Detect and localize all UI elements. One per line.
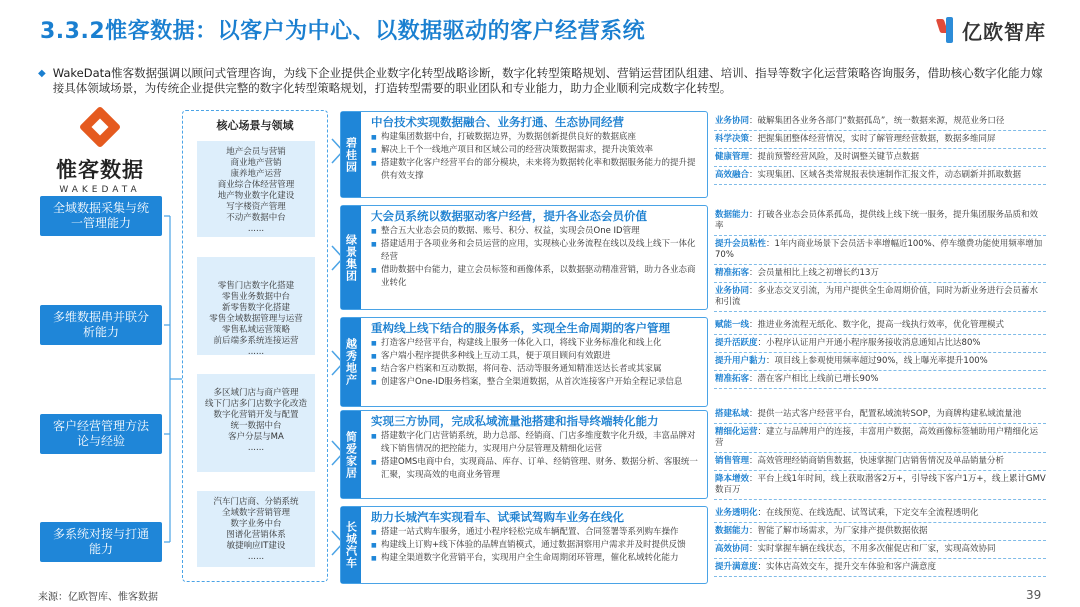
scenario-box-auto: [197, 491, 315, 567]
scenario-item: 零售私域运营策略: [221, 325, 290, 335]
case-bullet: ■ 搭建适用于各项业务和会员运营的应用，实现核心业务流程在线以及线上线下一体化经营: [371, 238, 699, 264]
outcome-item: 赋能一线：推进业务流程无纸化、数字化，提高一线执行效率，优化管理模式: [714, 317, 1046, 335]
brand-name: 亿欧智库: [962, 20, 1046, 44]
page-title: 3.3.2惟客数据：以客户为中心、以数据驱动的客户经营系统: [40, 19, 646, 44]
scenario-item: ......: [247, 347, 265, 357]
case-bullet: ■ 搭建OMS电商中台，实现商品、库存、订单、经销管理、财务、数据分析、客服统一汇聚，实现高效的电商业务管理: [371, 456, 699, 482]
scenario-item: 全域数字营销管理: [221, 508, 290, 518]
outcome-item: 业务透明化：在线预览、在线选配、试驾试乘，下定交车全流程透明化: [714, 505, 1046, 523]
outcome-value: 在线预览、在线选配、试驾试乘，下定交车全流程透明化: [766, 508, 979, 518]
outcome-list: [714, 113, 1046, 185]
case-bullet: ■ 整合五大业态会员的数据、账号、积分、权益，实现会员One ID管理: [371, 225, 699, 238]
outcome-list: [714, 505, 1046, 577]
scenario-item: ......: [247, 224, 265, 234]
scenario-item: 多区域门店与商户管理: [213, 388, 299, 398]
case-section-biguiyuan: [340, 111, 708, 198]
outcome-value: 打破各业态会员体系孤岛，提供线上线下统一服务，提升集团服务品质和效率: [715, 210, 1039, 231]
capability-box: 客户经营管理方法论与经验: [40, 414, 162, 454]
outcome-list: [714, 317, 1046, 389]
scenario-box-stores: [197, 374, 315, 472]
outcome-item: 精准拓客：会员量相比上线之初增长约13万: [714, 265, 1046, 283]
outcome-item: 健康管理：提前预警经营风险，及时调整关键节点数据: [714, 149, 1046, 167]
scenario-item: 敏捷响应IT建设: [226, 541, 286, 551]
scenario-item: 客户分层与MA: [228, 432, 284, 442]
source-note: 来源：亿欧智库、惟客数据: [38, 592, 158, 603]
outcome-key: 科学决策: [715, 134, 750, 144]
outcome-value: 平台上线1年时间，线上获取潜客2万+，引导线下客户1万+，线上累计GMV数百万: [715, 474, 1046, 495]
outcome-item: 精准拓客：潜在客户相比上线前已增长90%: [714, 371, 1046, 389]
case-section-greatwall: [340, 506, 708, 584]
scenario-item: 统一数据中台: [230, 421, 282, 431]
outcome-value: 把握集团整体经营情况，实时了解管理经营数据，数据多维同屏: [757, 134, 996, 144]
scenario-item: 汽车门店商、分销系统: [213, 497, 299, 507]
scenario-item: 写字楼资产管理: [226, 202, 286, 212]
case-heading: 大会员系统以数据驱动客户经营，提升各业态会员价值: [371, 209, 647, 223]
scenario-item: 零售业务数据中台: [221, 292, 290, 302]
outcome-value: 提前预警经营风险，及时调整关键节点数据: [757, 152, 920, 162]
outcome-key: 数据能力: [715, 526, 750, 536]
scenario-item: 数字化营销开发与配置: [213, 410, 299, 420]
outcome-item: 提升用户黏力：项目线上参观使用频率超过90%，线上曝光率提升100%: [714, 353, 1046, 371]
outcome-key: 业务协同: [715, 286, 750, 296]
scenario-item: 地产物业数字化建设: [217, 191, 295, 201]
outcome-key: 精细化运营: [715, 427, 758, 437]
wakedata-logo: [50, 106, 150, 195]
scenario-item: 线下门店多门店数字化改造: [204, 399, 307, 409]
outcome-item: 业务协同：破解集团各业务各部门“数据孤岛”，统一数据来源，规范业务口径: [714, 113, 1046, 131]
outcome-key: 降本增效: [715, 474, 750, 484]
outcome-item: 销售管理：高效管理经销商销售数据，快速掌握门店销售情况及单品销量分析: [714, 453, 1046, 471]
intro-paragraph: [38, 66, 1048, 95]
outcome-key: 业务协同: [715, 116, 750, 126]
outcome-value: 推进业务流程无纸化、数字化，提高一线执行效率，优化管理模式: [757, 320, 1005, 330]
outcome-key: 高效融合: [715, 170, 750, 180]
scenario-item: 地产会员与营销: [226, 147, 286, 157]
outcome-key: 搭建私域: [715, 409, 750, 419]
outcome-item: 高效协同：实时掌握车辆在线状态，不用多次催促店和厂家，实现高效协同: [714, 541, 1046, 559]
outcome-key: 销售管理: [715, 456, 750, 466]
outcome-item: 数据能力：打破各业态会员体系孤岛，提供线上线下统一服务，提升集团服务品质和效率: [714, 207, 1046, 236]
bracket-connector: [162, 130, 184, 570]
case-section-jianai: [340, 410, 708, 499]
capability-box: 多系统对接与打通能力: [40, 522, 162, 562]
brand-logo: [938, 16, 1046, 45]
scenario-item: 图谱化营销体系: [226, 530, 286, 540]
case-heading: 助力长城汽车实现看车、试乘试驾购车业务在线化: [371, 510, 624, 524]
scenario-item: 商业综合体经营管理: [217, 180, 295, 190]
outcome-value: 提供一站式客户经营平台，配置私域流转SOP，为商牌构建私域流量池: [757, 409, 1022, 419]
outcome-value: 小程序认证用户开通小程序服务接收消息通知占比达80%: [766, 338, 981, 348]
case-bullet: ■ 构建集团数据中台，打破数据边界，为数据创新提供良好的数据底座: [371, 131, 699, 144]
case-section-lvjing: [340, 205, 708, 310]
scenario-item: ......: [247, 443, 265, 453]
diamond-bullet-icon: ◆: [38, 68, 46, 79]
outcome-item: 提升满意度：实体店高效交车，提升交车体验和客户满意度: [714, 559, 1046, 577]
outcome-item: 科学决策：把握集团整体经营情况，实时了解管理经营数据，数据多维同屏: [714, 131, 1046, 149]
outcome-list: [714, 207, 1046, 312]
outcome-item: 数据能力：智能了解市场需求，为厂家排产提供数据依据: [714, 523, 1046, 541]
core-scenarios-panel: [182, 110, 328, 582]
outcome-value: 破解集团各业务各部门“数据孤岛”，统一数据来源，规范业务口径: [757, 116, 1005, 126]
intro-text: WakeData惟客数据强调以顾问式管理咨询，为线下企业提供企业数字化转型战略诊断，数字化转型策略规划、营销运营团队组建、培训、指导等数字化运营策略咨询服务，借助核心数字化能力嫁接具体领域场景，为传统企业提供完整的数字化转型策略规划，打造转型需要的职业团队和专业能力，助力企业顺利完成数字化转型。: [52, 66, 1043, 95]
outcome-key: 精准拓客: [715, 374, 750, 384]
outcome-key: 健康管理: [715, 152, 750, 162]
outcome-value: 实时掌握车辆在线状态，不用多次催促店和厂家，实现高效协同: [757, 544, 996, 554]
scenario-item: ......: [247, 552, 265, 562]
case-company-label: 碧桂园: [341, 112, 361, 197]
case-bullet: ■ 搭建数字化门店营销系统，助力总部、经销商、门店多维度数字化升级，丰富品牌对线下销售情况的把控能力，实现用户分层管理及精细化运营: [371, 430, 699, 456]
wakedata-name-en: WAKEDATA: [59, 185, 141, 195]
scenario-item: 前后端多系统连接运营: [213, 336, 299, 346]
wakedata-name-cn: 惟客数据: [56, 158, 144, 182]
case-heading: 实现三方协同，完成私域流量池搭建和指导终端转化能力: [371, 414, 659, 428]
outcome-key: 高效协同: [715, 544, 750, 554]
case-company-label: 越秀地产: [341, 318, 361, 406]
scenario-item: 零售门店数字化搭建: [217, 281, 295, 291]
outcome-item: 精细化运营：建立与品牌用户的连接，丰富用户数据，高效画像标签辅助用户精细化运营: [714, 424, 1046, 453]
outcome-value: 潜在客户相比上线前已增长90%: [757, 374, 879, 384]
outcome-item: 提升会员粘性：1年内商业场景下会员活卡率增幅近100%、停车缴费功能使用频率增加70%: [714, 236, 1046, 265]
case-bullet: ■ 打造客户经营平台，构建线上服务一体化入口，将线下业务标准化和线上化: [371, 337, 699, 350]
core-title: 核心场景与领域: [216, 119, 294, 132]
capability-box: 多维数据串并联分析能力: [40, 305, 162, 345]
outcome-key: 提升活跃度: [715, 338, 758, 348]
case-company-label: 长城汽车: [341, 507, 361, 583]
scenario-item: 零售全域数据管理与运营: [209, 314, 303, 324]
outcome-value: 实体店高效交车，提升交车体验和客户满意度: [766, 562, 937, 572]
scenario-box-retail: [197, 257, 315, 355]
case-section-yuexiu: [340, 317, 708, 407]
scenario-item: 康养地产运营: [230, 169, 282, 179]
case-bullet: ■ 借助数据中台能力，建立会员标签和画像体系，以数据驱动精准营销，助力各业态商业转化: [371, 264, 699, 290]
case-bullet: ■ 搭建一站式购车服务，通过小程序轻松完成车辆配置、合同签署等系列购车操作: [371, 526, 699, 539]
case-bullet: ■ 构建线上订购+线下体验的品牌直销模式，通过数据洞察用户需求并及时提供反馈: [371, 539, 699, 552]
case-heading: 中台技术实现数据融合、业务打通、生态协同经营: [371, 115, 624, 129]
case-heading: 重构线上线下结合的服务体系，实现全生命周期的客户管理: [371, 321, 670, 335]
outcome-value: 1年内商业场景下会员活卡率增幅近100%、停车缴费功能使用频率增加70%: [715, 239, 1043, 260]
outcome-value: 多业态交叉引流，为用户提供全生命周期价值，同时为新业务进行会员蓄水和引流: [715, 286, 1039, 307]
outcome-item: 降本增效：平台上线1年时间，线上获取潜客2万+，引导线下客户1万+，线上累计GMV数百万: [714, 471, 1046, 500]
outcome-key: 提升满意度: [715, 562, 758, 572]
outcome-item: 高效融合：实现集团、区域各类常规报表快速制作汇报文件，动态刷新并抓取数据: [714, 167, 1046, 185]
scenario-item: 商业地产营销: [230, 158, 282, 168]
wakedata-logo-icon: [77, 106, 123, 150]
outcome-value: 会员量相比上线之初增长约13万: [757, 268, 879, 278]
outcome-value: 智能了解市场需求，为厂家排产提供数据依据: [757, 526, 928, 536]
outcome-key: 业务透明化: [715, 508, 758, 518]
case-bullet: ■ 解决上千个一线地产项目和区域公司的经营决策数据需求，提升决策效率: [371, 144, 699, 157]
scenario-item: 新零售数字化搭建: [221, 303, 290, 313]
page-number: 39: [1026, 588, 1042, 602]
outcome-value: 高效管理经销商销售数据，快速掌握门店销售情况及单品销量分析: [757, 456, 1005, 466]
outcome-key: 提升用户黏力: [715, 356, 767, 366]
outcome-item: 业务协同：多业态交叉引流，为用户提供全生命周期价值，同时为新业务进行会员蓄水和引流: [714, 283, 1046, 312]
outcome-value: 建立与品牌用户的连接，丰富用户数据，高效画像标签辅助用户精细化运营: [715, 427, 1039, 448]
outcome-key: 数据能力: [715, 210, 750, 220]
outcome-item: 提升活跃度：小程序认证用户开通小程序服务接收消息通知占比达80%: [714, 335, 1046, 353]
capability-box: 全域数据采集与统一管理能力: [40, 196, 162, 236]
case-company-label: 绿景集团: [341, 206, 361, 309]
yiou-logo-icon: [938, 17, 958, 45]
outcome-list: [714, 406, 1046, 500]
outcome-value: 实现集团、区域各类常规报表快速制作汇报文件，动态刷新并抓取数据: [757, 170, 1022, 180]
case-bullet: ■ 客户端小程序提供多种线上互动工具，便于项目顾问有效跟进: [371, 350, 699, 363]
scenario-item: 不动产数据中台: [226, 213, 286, 223]
outcome-key: 赋能一线: [715, 320, 750, 330]
outcome-item: 搭建私域：提供一站式客户经营平台，配置私域流转SOP，为商牌构建私域流量池: [714, 406, 1046, 424]
case-company-label: 简爱家居: [341, 411, 361, 498]
case-bullet: ■ 创建客户One-ID服务档案，整合全渠道数据，从首次连接客户开始全程记录信息: [371, 376, 699, 389]
case-bullet: ■ 搭建数字化客户经营平台的部分模块，未来将为数据转化率和数据服务能力的提升提供有效支撑: [371, 157, 699, 183]
scenario-item: 数字业务中台: [230, 519, 282, 529]
outcome-key: 提升会员粘性: [715, 239, 767, 249]
scenario-box-real-estate: [197, 141, 315, 237]
case-bullet: ■ 构建全渠道数字化营销平台，实现用户全生命周期闭环管理，催化私域转化能力: [371, 552, 699, 565]
outcome-key: 精准拓客: [715, 268, 750, 278]
outcome-value: 项目线上参观使用频率超过90%，线上曝光率提升100%: [774, 356, 988, 366]
case-bullet: ■ 结合客户档案和互动数据，将问卷、活动等服务通知精准送达长者或其家属: [371, 363, 699, 376]
